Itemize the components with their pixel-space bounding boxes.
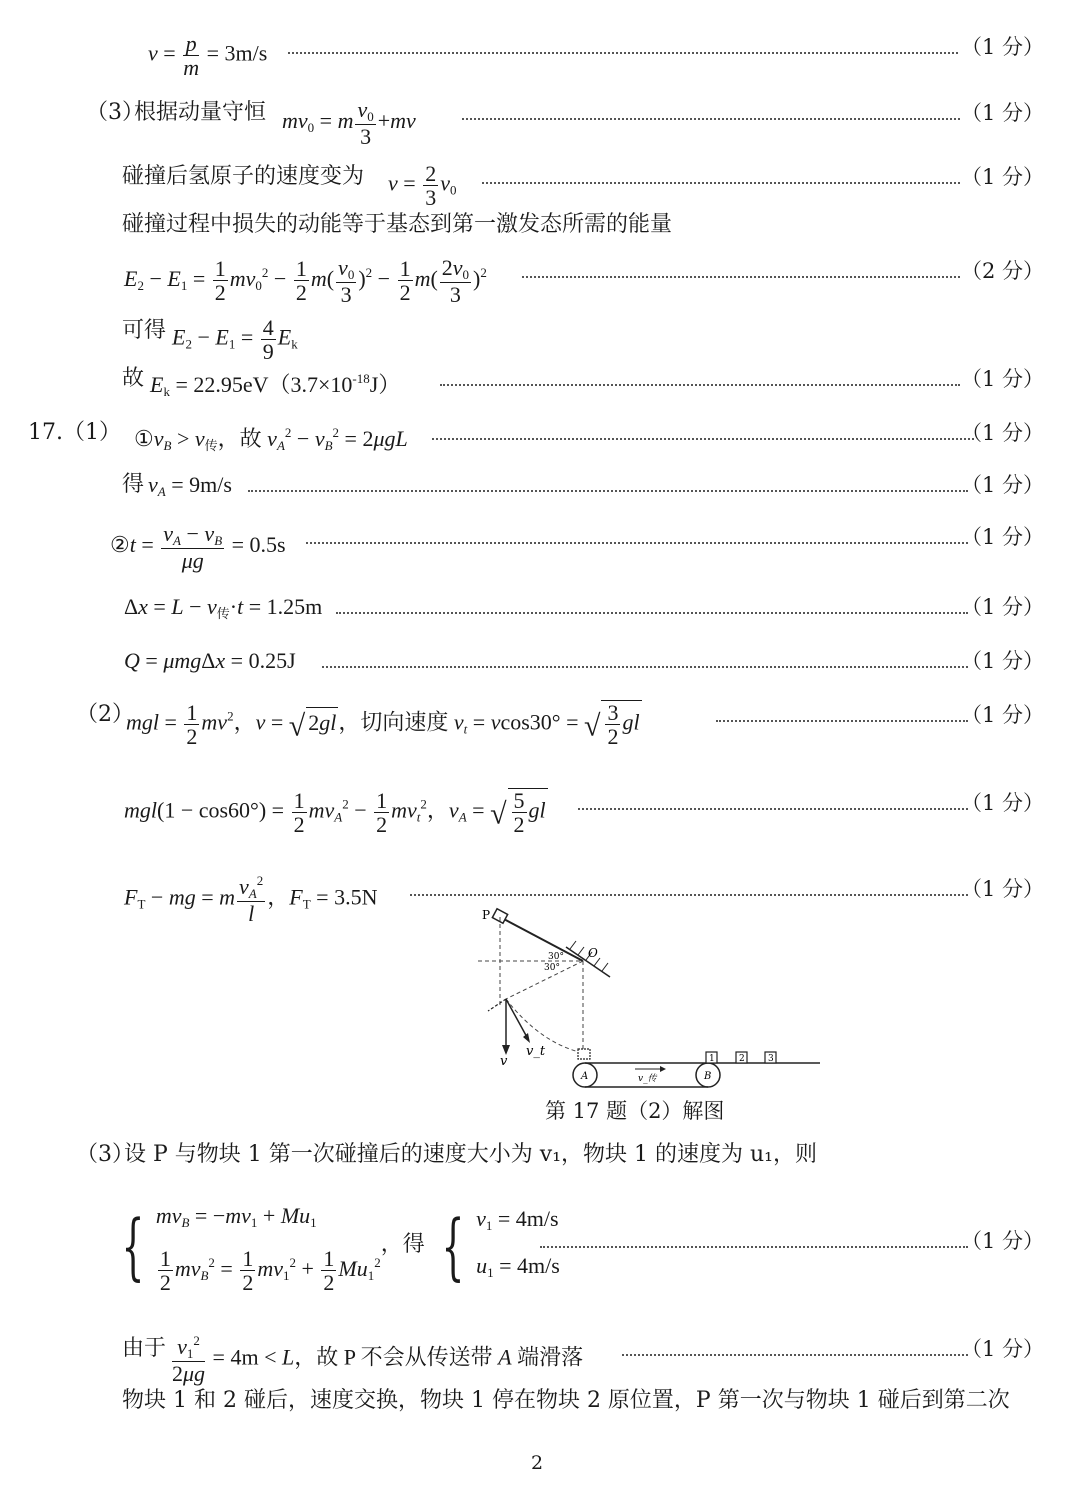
equation: mgl(1 − cos60°) = $\frac{1}{2}$ $mv_A^2$ − $\frac{1}{2}$ $mv_t^2$，$v_A$ = √ $\frac{5}{2}$ gl <box>124 788 546 838</box>
belt-arrowhead <box>660 1066 666 1072</box>
equation: $E_2 - E_1$ = $\frac{1}{2}$ $mv_0^2$ − $\frac{1}{2}$ m( $\frac{v_0}{3}$ )$^2$ − $\frac{1}{2}$ m( $\frac{2v_0}{3}$ )$^2$ <box>124 255 487 307</box>
equation: v = $\frac{2}{3}$ $v_0$ <box>388 161 457 211</box>
score: （1 分） <box>960 473 1044 497</box>
part-label: （3） <box>76 1142 134 1167</box>
score: （1 分） <box>960 101 1044 125</box>
text: 由于 <box>122 1336 167 1361</box>
text: 物块 1 和 2 碰后，速度交换，物块 1 停在物块 2 原位置，P 第一次与物块 1 碰后到第二次 <box>122 1388 1010 1413</box>
label-angle-1: 30° <box>548 952 564 962</box>
label-block-3: 3 <box>768 1054 774 1064</box>
score: （1 分） <box>960 595 1044 619</box>
leader-dots <box>410 874 968 896</box>
equation: $E_k = 22.95eV(3.7\times 10^{-18}J)$ <box>150 371 401 399</box>
conveyor-pendulum-figure <box>470 905 830 1095</box>
label-block-1: 1 <box>709 1054 715 1064</box>
score: （1 分） <box>960 1337 1044 1361</box>
score: （1 分） <box>960 421 1044 445</box>
text: 碰撞过程中损失的动能等于基态到第一激发态所需的能量 <box>122 212 673 237</box>
text: 设 P 与物块 1 第一次碰撞后的速度大小为 v₁，物块 1 的速度为 u₁，则 <box>124 1142 817 1167</box>
figure-caption: 第 17 题（2）解图 <box>545 1099 725 1123</box>
part-label: （2） <box>76 702 134 727</box>
vector-component <box>488 999 506 1011</box>
equation: $\Delta x = L - v_传\cdot t = 1.25m$ <box>124 594 323 621</box>
vector-vt <box>506 999 528 1039</box>
equation: { $mv_B = -mv_1 + Mu_1$ $\frac{1}{2}$ $mv_B^2$ = $\frac{1}{2}$ $mv_1^2$ + $\frac{1}{2}$ $Mu_1^2$，得 { $v_1 = 4m/s$ $u_1 = 4m/s$ <box>121 1203 560 1296</box>
rope <box>500 917 583 961</box>
score: （1 分） <box>960 165 1044 189</box>
score: （1 分） <box>960 649 1044 673</box>
answer-line-17 <box>0 1196 1080 1296</box>
label-angle-2: 30° <box>544 963 560 973</box>
leader-dots <box>578 788 968 810</box>
text: 得 <box>122 472 145 497</box>
equation: mgl = $\frac{1}{2}$ $mv^2$，v = √ 2gl，切向速度 $v_t = vcos30^\circ$ = √ $\frac{3}{2}$ gl <box>126 700 640 750</box>
label-v: v <box>500 1054 508 1069</box>
leader-dots <box>306 522 968 544</box>
block-p <box>492 909 507 923</box>
equation: $mv_0 = m$ $\frac{v_0}{3}$ +mv <box>282 97 416 149</box>
label-block-2: 2 <box>739 1054 745 1064</box>
score: （1 分） <box>960 1229 1044 1253</box>
score: （1 分） <box>960 35 1044 59</box>
equation: $v_A = 9m/s$ <box>148 472 232 499</box>
leader-dots <box>432 418 974 440</box>
equation: $F_T$ − mg = m $\frac{v_A^2}{l}$ ，$F_T = 3.5N$ <box>124 873 378 926</box>
equation: $\frac{v_1^2}{2\mu g}$ = 4m < L，故 P 不会从传送带 A 端滑落 <box>172 1333 584 1386</box>
text: 碰撞后氢原子的速度变为 <box>122 164 365 189</box>
leader-dots <box>322 646 968 668</box>
equation: Q = μmgΔx = 0.25J <box>124 648 296 673</box>
arrowhead-vt <box>523 1033 530 1043</box>
equation: v = $\frac{p}{m}$ = 3m/s <box>148 31 268 81</box>
score: （1 分） <box>960 703 1044 727</box>
label-a: A <box>581 1071 589 1082</box>
text: 可得 <box>122 318 167 343</box>
score: （1 分） <box>960 367 1044 391</box>
equation: $E_2 - E_1$ = $\frac{4}{9}$ $E_k$ <box>172 315 298 365</box>
leader-dots <box>440 364 960 386</box>
leader-dots <box>716 700 968 722</box>
leader-dots <box>622 1334 968 1356</box>
leader-dots <box>482 162 960 184</box>
text: 根据动量守恒 <box>134 100 267 125</box>
page-number: 2 <box>531 1452 544 1474</box>
leader-dots <box>248 470 968 492</box>
block-at-a <box>578 1049 590 1059</box>
label-o: O <box>588 946 598 960</box>
score: （1 分） <box>960 525 1044 549</box>
label-vt: v_t <box>526 1044 546 1059</box>
part-label: （3） <box>86 100 144 125</box>
score: （1 分） <box>960 791 1044 815</box>
label-belt-speed: v_传 <box>638 1074 657 1084</box>
equation: ②t = $\frac{v_A - v_B}{\mu g}$ = 0.5s <box>110 521 286 573</box>
score: （1 分） <box>960 877 1044 901</box>
text: 故 <box>122 366 145 391</box>
label-b: B <box>704 1071 712 1082</box>
leader-dots <box>336 592 968 614</box>
equation: $①v_B > v_传$，故 $v_A^2 - v_B^2 = 2\mu gL$ <box>134 425 408 453</box>
leader-dots <box>288 32 958 54</box>
score: （2 分） <box>960 259 1044 283</box>
leader-dots <box>462 98 960 120</box>
leader-dots <box>540 1226 968 1248</box>
label-p: P <box>482 908 491 922</box>
leader-dots <box>522 256 960 278</box>
question-label: 17.（1） <box>28 420 121 445</box>
